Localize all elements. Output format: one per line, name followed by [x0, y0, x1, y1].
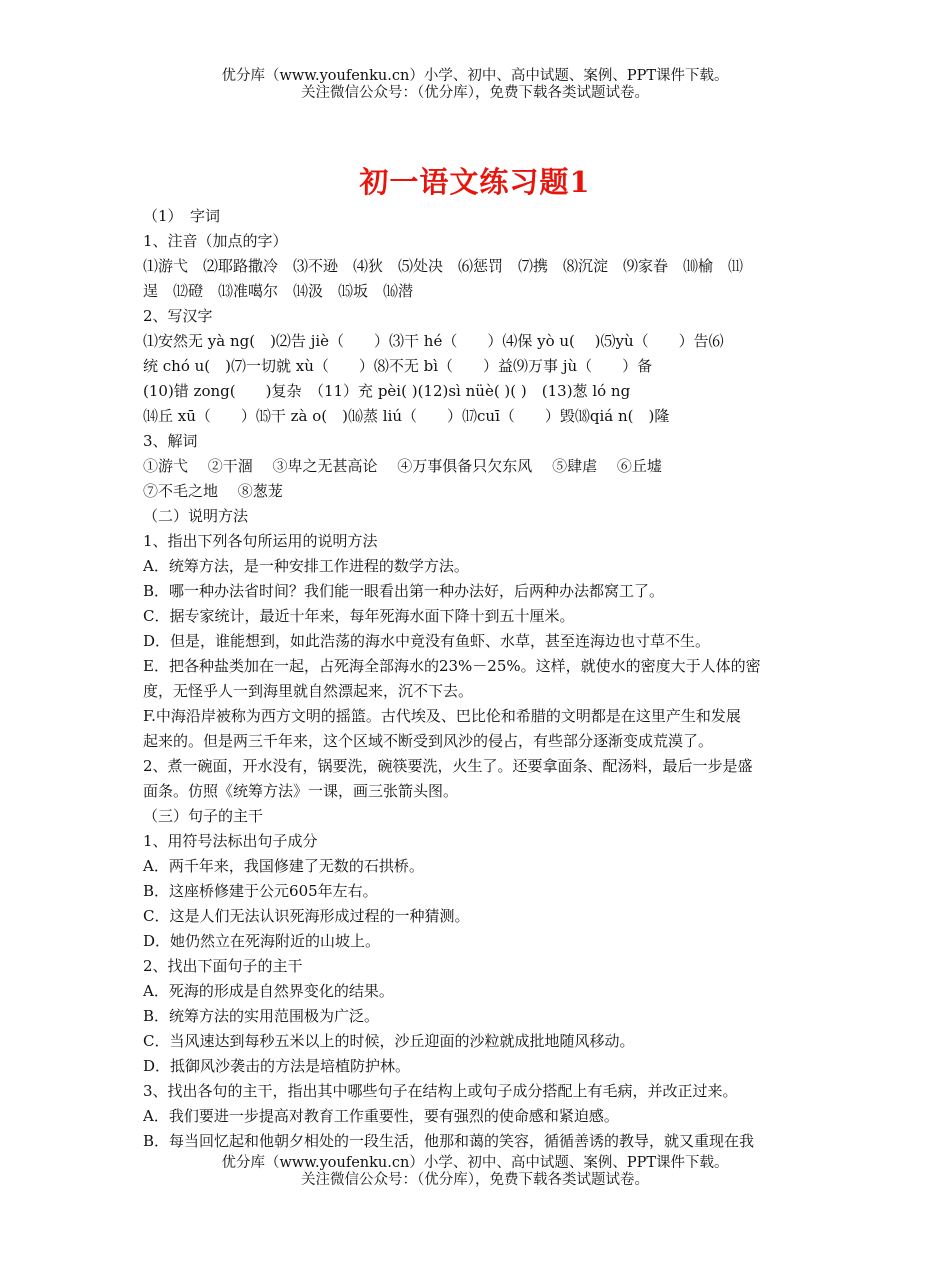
text-line: C．据专家统计，最近十年来，每年死海水面下降十到五十厘米。 [143, 607, 575, 625]
text-line: 逞 ⑿磴 ⒀准噶尔 ⒁汲 ⒂坂 ⒃潜 [143, 282, 414, 300]
text-line: D．抵御风沙袭击的方法是培植防护林。 [143, 1057, 411, 1075]
text-line: 度，无怪乎人一到海里就自然漂起来，沉不下去。 [143, 682, 474, 700]
text-line: 统 chó u( )⑺一切就 xù（ ）⑻不无 bì（ ）益⑼万事 jù（ ）备 [143, 357, 653, 375]
page-header [0, 68, 950, 102]
text-line: A．两千年来，我国修建了无数的石拱桥。 [143, 857, 424, 875]
text-line: 起来的。但是两三千年来，这个区域不断受到风沙的侵占，有些部分逐渐变成荒漠了。 [143, 732, 714, 750]
text-line: C．这是人们无法认识死海形成过程的一种猜测。 [143, 907, 470, 925]
text-line: A．我们要进一步提高对教育工作重要性，要有强烈的使命感和紧迫感。 [143, 1107, 619, 1125]
header-line-2: 关注微信公众号：（优分库），免费下载各类试题试卷。 [301, 85, 649, 101]
text-line: （三）句子的主干 [143, 807, 264, 825]
page-title: 初一语文练习题1 [359, 165, 591, 199]
text-line: B．每当回忆起和他朝夕相处的一段生活，他那和蔼的笑容，循循善诱的教导，就又重现在我 [143, 1132, 755, 1150]
text-line: F.中海沿岸被称为西方文明的摇篮。古代埃及、巴比伦和希腊的文明都是在这里产生和发展 [143, 707, 741, 725]
text-line: A．统筹方法，是一种安排工作进程的数学方法。 [143, 557, 469, 575]
text-line: A．死海的形成是自然界变化的结果。 [143, 982, 394, 1000]
text-line: D．她仍然立在死海附近的山坡上。 [143, 932, 381, 950]
text-line: B．统筹方法的实用范围极为广泛。 [143, 1007, 380, 1025]
text-line: ⑴安然无 yà ng( )⑵告 jiè（ ）⑶干 hé（ ）⑷保 yò u( )⑸yù（ ）告⑹ [143, 332, 724, 350]
text-line: （二）说明方法 [143, 507, 249, 525]
text-line: 面条。仿照《统筹方法》一课，画三张箭头图。 [143, 782, 459, 800]
text-line: 2、煮一碗面，开水没有，锅要洗，碗筷要洗，火生了。还要拿面条、配汤料，最后一步是盛 [143, 757, 753, 775]
text-line: ⒁丘 xū（ ）⒂干 zà o( )⒃蒸 liú（ ）⒄cuī（ ）毁⒅qiá n( )隆 [143, 407, 670, 425]
document-body [143, 204, 833, 1154]
header-line-1: 优分库（www.youfenku.cn）小学、初中、高中试题、案例、PPT课件下载。 [221, 68, 729, 84]
footer-line-2: 关注微信公众号：（优分库），免费下载各类试题试卷。 [301, 1172, 649, 1188]
text-line: (10)错 zong( )复杂 （11）充 pèi( )(12)sì nüè( )( ) (13)葱 ló ng [143, 382, 631, 400]
text-line: ①游弋 ②干涸 ③卑之无甚高论 ④万事俱备只欠东风 ⑤肆虐 ⑥丘墟 [143, 457, 662, 475]
text-line: D．但是，谁能想到，如此浩荡的海水中竟没有鱼虾、水草，甚至连海边也寸草不生。 [143, 632, 711, 650]
text-line: 3、找出各句的主干，指出其中哪些句子在结构上或句子成分搭配上有毛病，并改正过来。 [143, 1082, 738, 1100]
text-line: 2、写汉字 [143, 307, 213, 325]
text-line: E．把各种盐类加在一起，占死海全部海水的23%－25%。这样，就使水的密度大于人体的密 [143, 657, 761, 675]
page-footer [0, 1155, 950, 1189]
footer-line-1: 优分库（www.youfenku.cn）小学、初中、高中试题、案例、PPT课件下载。 [221, 1155, 729, 1171]
text-line: C．当风速达到每秒五米以上的时候，沙丘迎面的沙粒就成批地随风移动。 [143, 1032, 635, 1050]
text-line: （1） 字词 [143, 207, 221, 225]
text-line: 1、指出下列各句所运用的说明方法 [143, 532, 378, 550]
text-line: ⑦不毛之地 ⑧葱茏 [143, 482, 283, 500]
text-line: 1、注音（加点的字） [143, 232, 288, 250]
text-line: B．哪一种办法省时间？我们能一眼看出第一种办法好，后两种办法都窝工了。 [143, 582, 665, 600]
text-line: 3、解词 [143, 432, 198, 450]
text-line: ⑴游弋 ⑵耶路撒冷 ⑶不逊 ⑷狄 ⑸处决 ⑹惩罚 ⑺携 ⑻沉淀 ⑼家眷 ⑽榆 ⑾ [143, 257, 744, 275]
text-line: B．这座桥修建于公元605年左右。 [143, 882, 378, 900]
text-line: 1、用符号法标出句子成分 [143, 832, 318, 850]
text-line: 2、找出下面句子的主干 [143, 957, 303, 975]
